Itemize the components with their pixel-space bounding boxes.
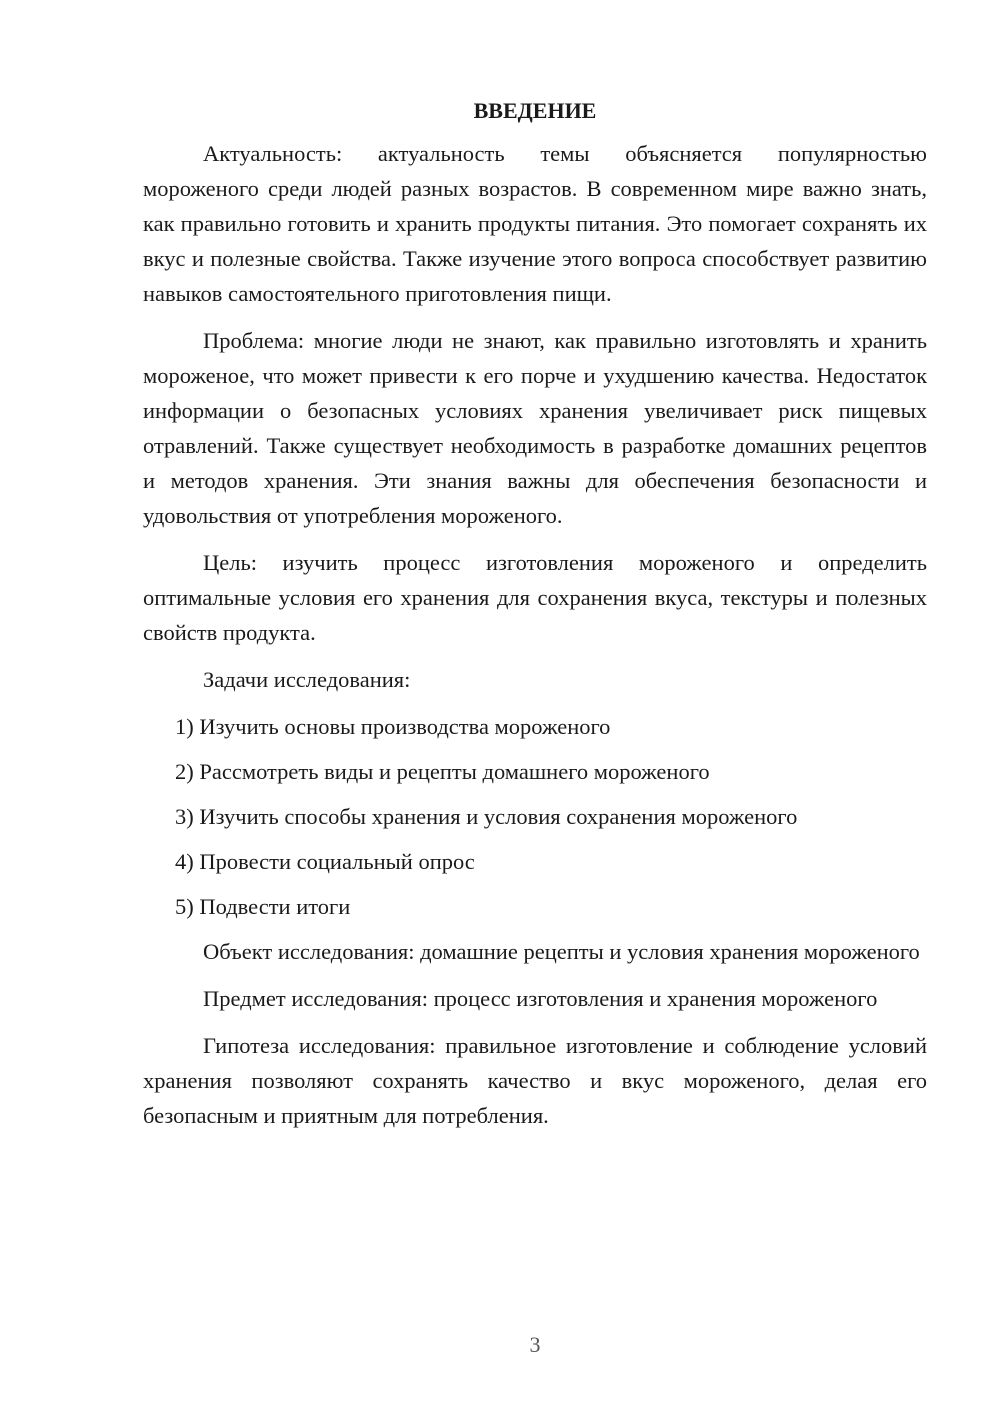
- hypothesis-paragraph: Гипотеза исследования: правильное изготовление и соблюдение условий хранения позволяют сохранять качество и вкус мороженого, делая его безопасным и приятным для потребления.: [143, 1033, 927, 1128]
- list-item: 2) Рассмотреть виды и рецепты домашнего мороженого: [175, 759, 710, 784]
- list-item: 3) Изучить способы хранения и условия сохранения мороженого: [175, 804, 798, 829]
- list-item: 1) Изучить основы производства мороженого: [175, 714, 611, 739]
- list-item: 5) Подвести итоги: [175, 894, 351, 919]
- subject-paragraph: Предмет исследования: процесс изготовления и хранения мороженого: [203, 986, 878, 1011]
- object-paragraph: Объект исследования: домашние рецепты и условия хранения мороженого: [203, 939, 920, 964]
- page-number: 3: [529, 1332, 541, 1357]
- list-item: 4) Провести социальный опрос: [175, 849, 475, 874]
- tasks-intro: Задачи исследования:: [203, 667, 411, 692]
- relevance-paragraph: Актуальность: актуальность темы объясняется популярностью мороженого среди людей разных возрастов. В современном мире важно знать, как правильно готовить и хранить продукты питания. Это помогает сохранять их вкус и полезные свойства. Также изучение этого вопроса способствует развитию навыков самостоятельного приготовления пищи.: [143, 141, 927, 306]
- section-heading: ВВЕДЕНИЕ: [473, 98, 597, 123]
- tasks-list: [143, 709, 927, 924]
- goal-paragraph: Цель: изучить процесс изготовления мороженого и определить оптимальные условия его хранения для сохранения вкуса, текстуры и полезных свойств продукта.: [143, 550, 927, 645]
- problem-paragraph: Проблема: многие люди не знают, как правильно изготовлять и хранить мороженое, что может привести к его порче и ухудшению качества. Недостаток информации о безопасных условиях хранения увеличивает риск пищевых отравлений. Также существует необходимость в разработке домашних рецептов и методов хранения. Эти знания важны для обеспечения безопасности и удовольствия от употребления мороженого.: [143, 328, 927, 528]
- page-content: [143, 96, 927, 1133]
